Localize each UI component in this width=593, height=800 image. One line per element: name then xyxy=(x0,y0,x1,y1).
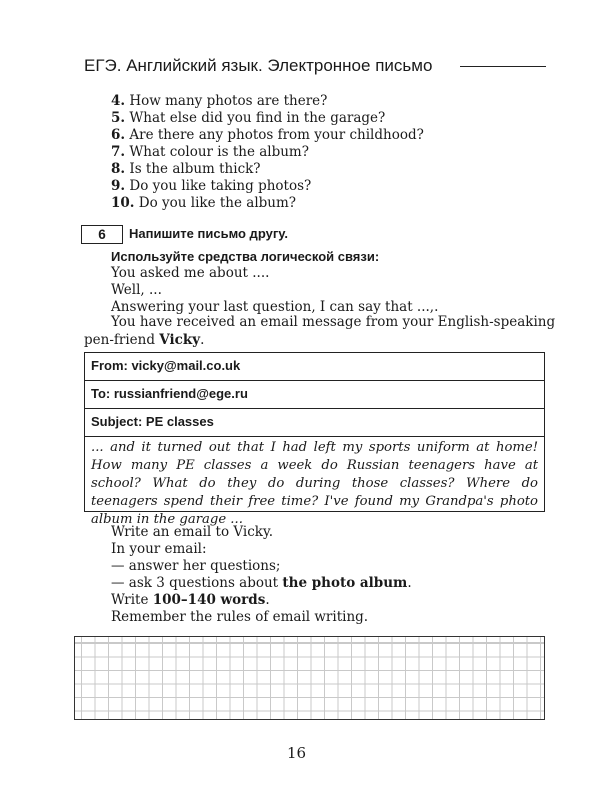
email-subject: Subject: PE classes xyxy=(85,409,544,437)
page-number: 16 xyxy=(286,744,307,762)
answer-grid[interactable] xyxy=(74,636,545,720)
header-title: ЕГЭ. Английский язык. Электронное письмо xyxy=(84,56,433,75)
task-number-box: 6 xyxy=(81,225,123,244)
question-item: 6. Are there any photos from your childhood? xyxy=(111,127,424,143)
linking-phrases xyxy=(111,248,438,316)
instruction-line: In your email: xyxy=(111,541,207,557)
question-list xyxy=(111,93,424,212)
instruction-line: Remember the rules of email writing. xyxy=(111,609,369,625)
linking-phrases-heading: Используйте средства логической связи: xyxy=(111,249,380,264)
instruction-line: — answer her questions; xyxy=(111,558,281,574)
instruction-line: Write an email to Vicky. xyxy=(111,524,274,540)
email-to: To: russianfriend@ege.ru xyxy=(85,381,544,409)
task-label: Напишите письмо другу. xyxy=(129,226,288,241)
header-rule xyxy=(460,66,546,67)
question-item: 7. What colour is the album? xyxy=(111,144,309,160)
linking-phrase: Well, ... xyxy=(111,282,162,298)
question-item: 4. How many photos are there? xyxy=(111,93,328,109)
page-header xyxy=(84,56,546,78)
task-instructions xyxy=(111,524,412,626)
question-item: 9. Do you like taking photos? xyxy=(111,178,312,194)
question-item: 10. Do you like the album? xyxy=(111,195,297,211)
email-from: From: vicky@mail.co.uk xyxy=(85,353,544,381)
intro-line: You have received an email message from your English-speaking xyxy=(111,314,556,330)
linking-phrase: You asked me about .... xyxy=(111,265,270,281)
question-item: 5. What else did you find in the garage? xyxy=(111,110,386,126)
question-item: 8. Is the album thick? xyxy=(111,161,261,177)
linking-phrase: Answering your last question, I can say that ...,. xyxy=(111,299,439,315)
email-card xyxy=(84,352,545,527)
task-intro xyxy=(84,313,556,349)
instruction-line: Write 100–140 words. xyxy=(111,592,270,608)
intro-line: pen-friend Vicky. xyxy=(84,332,205,348)
instruction-line: — ask 3 questions about the photo album. xyxy=(111,575,412,591)
email-body: ... and it turned out that I had left my sports uniform at home! How many PE classes a week do Russian teenagers have at school? What do they do during those classes? Where do teenagers spend their free time? I've found my Grandpa's photo album in the garage ... xyxy=(91,440,538,527)
